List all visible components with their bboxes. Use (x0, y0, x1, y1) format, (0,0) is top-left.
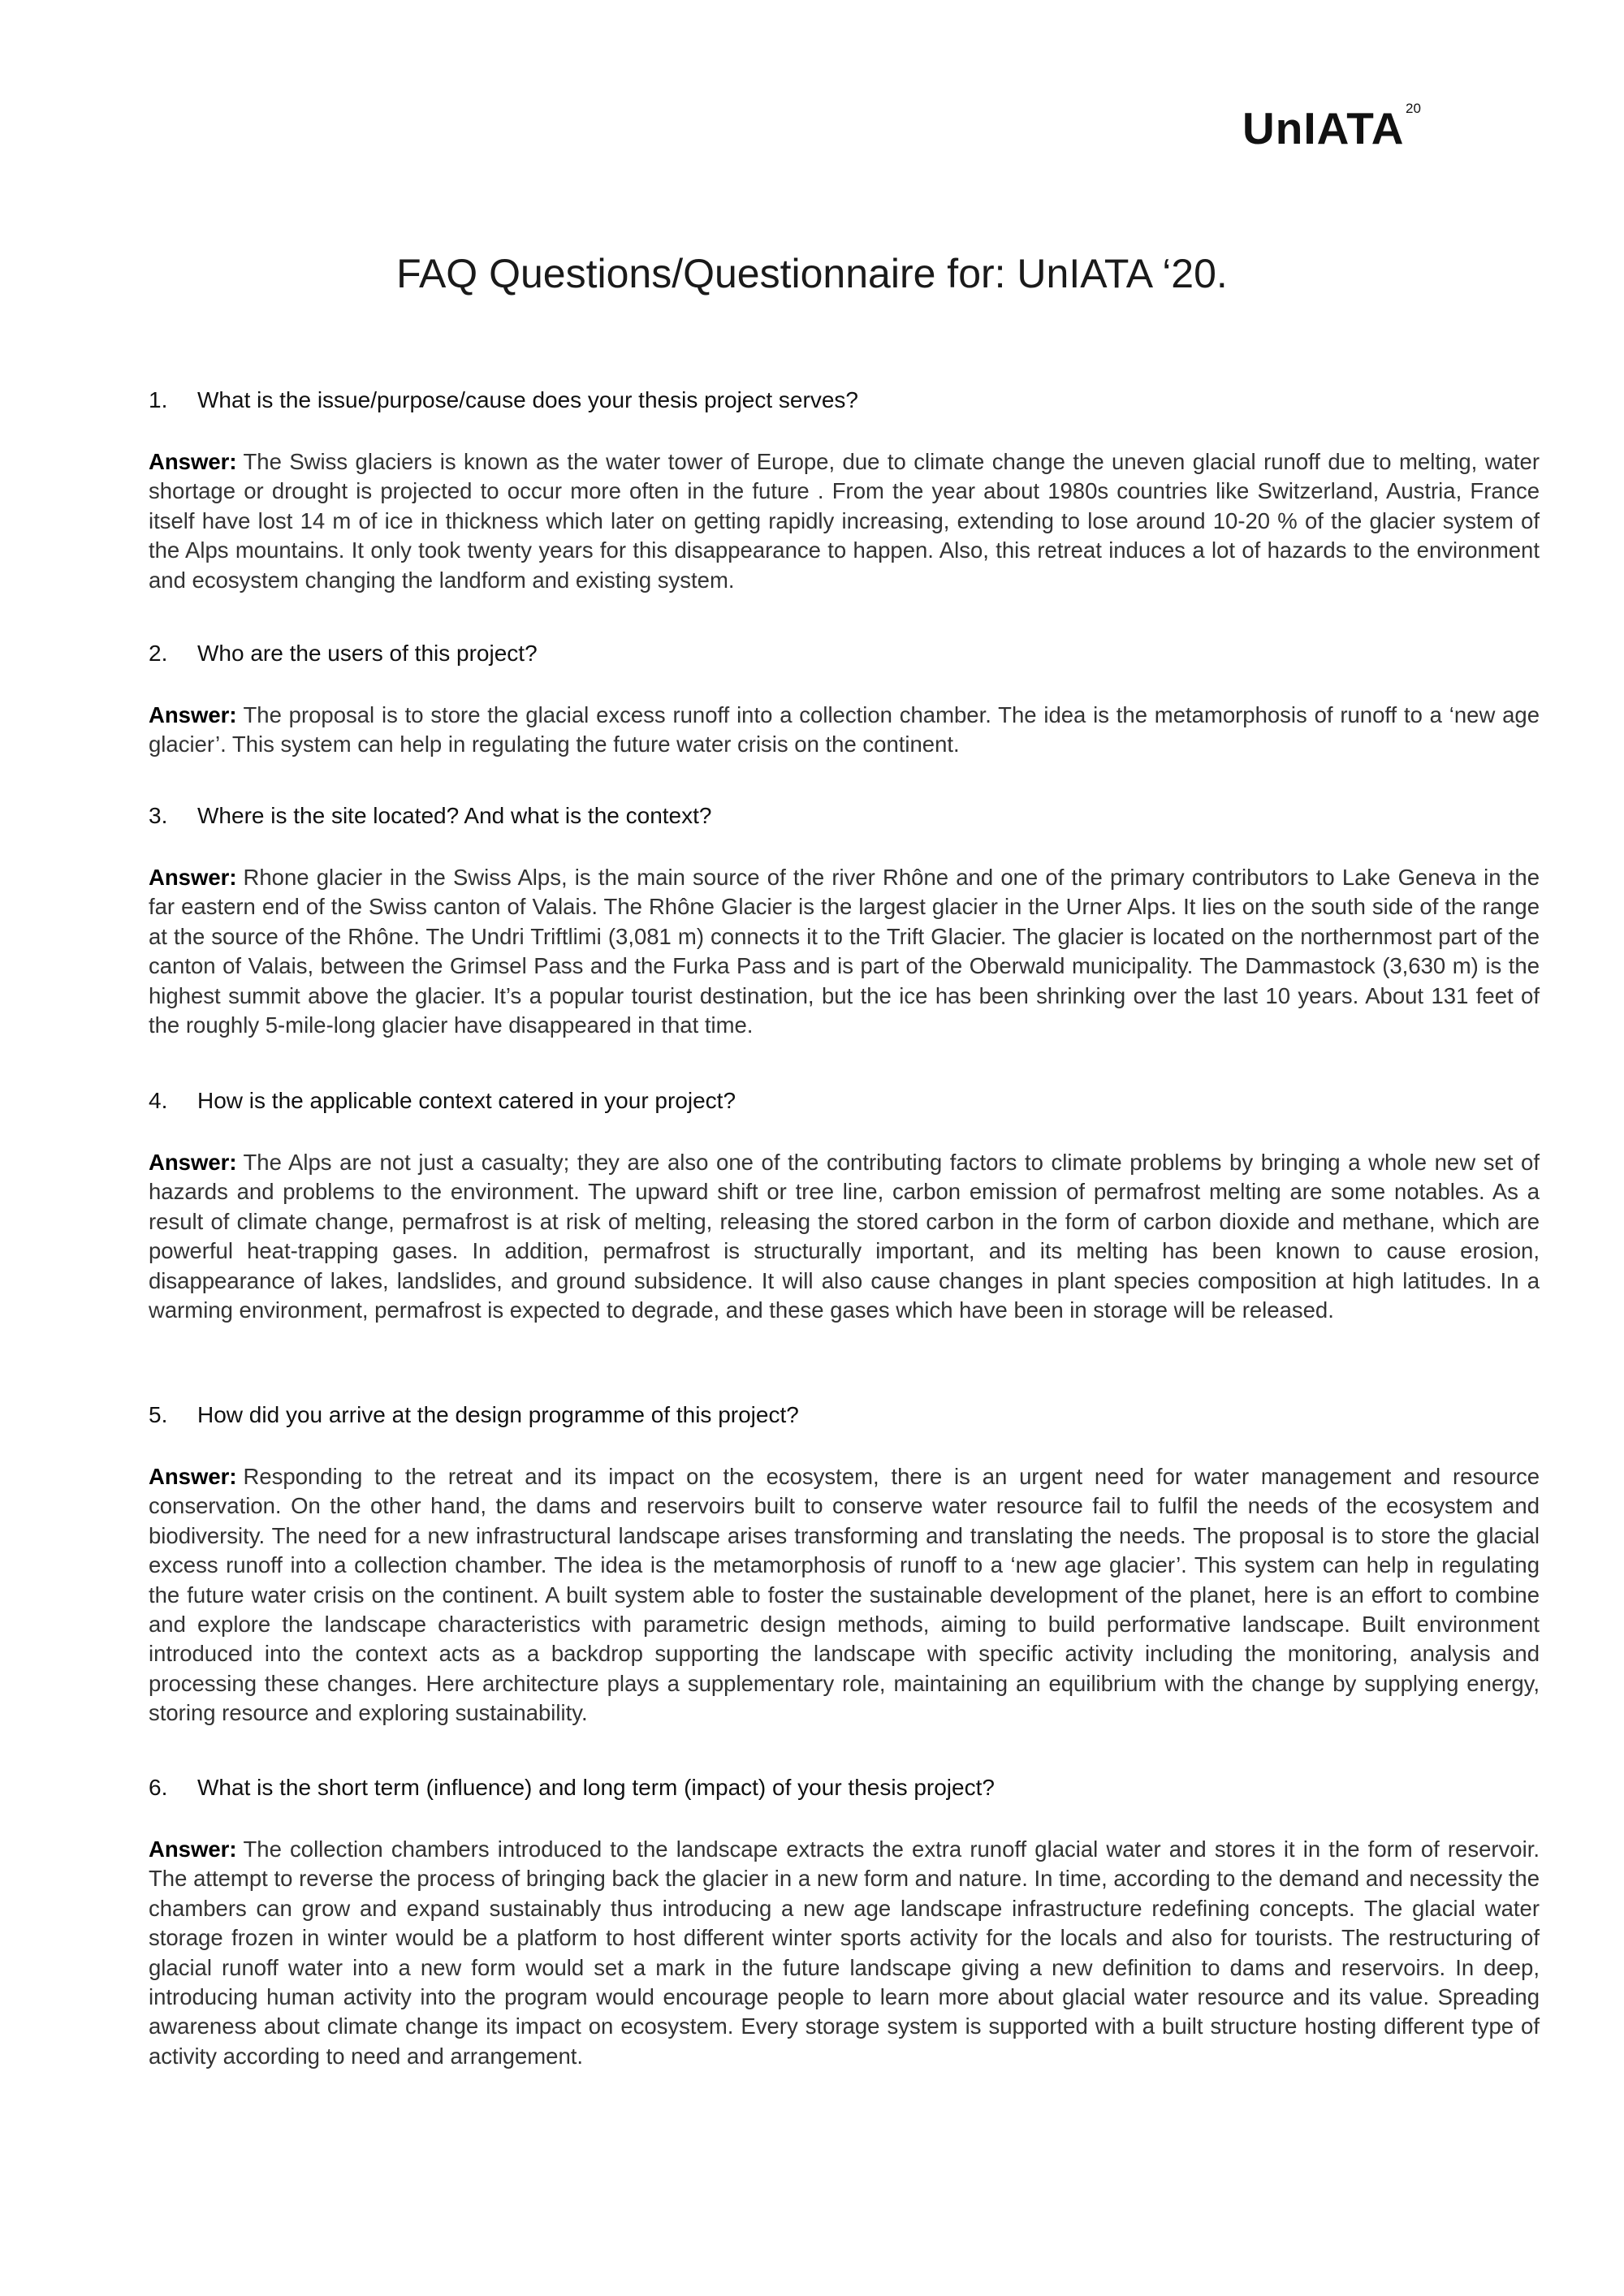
question-text: Who are the users of this project? (197, 641, 538, 666)
question-text: How is the applicable context catered in your project? (197, 1088, 736, 1113)
answer-label: Answer: (149, 865, 237, 890)
faq-question (149, 1086, 1540, 1116)
faq-answer (149, 1835, 1540, 2071)
faq-answer (149, 447, 1540, 595)
answer-text: The proposal is to store the glacial excess runoff into a collection chamber. The idea is the metamorphosis of runoff to a ‘new age glacier’. This system can help in regulating the future water crisis on the continent. (149, 702, 1540, 757)
answer-label: Answer: (149, 1464, 237, 1489)
question-text: Where is the site located? And what is the context? (197, 803, 712, 828)
question-text: What is the issue/purpose/cause does your thesis project serves? (197, 387, 858, 412)
question-text: What is the short term (influence) and long term (impact) of your thesis project? (197, 1775, 995, 1800)
document-title: FAQ Questions/Questionnaire for: UnIATA ‘20. (396, 251, 1228, 296)
question-number: 4. (149, 1088, 168, 1113)
answer-text: Rhone glacier in the Swiss Alps, is the main source of the river Rhône and one of the primary contributors to Lake Geneva in the far eastern end of the Swiss canton of Valais. The Rhône Glacier is the largest glacier in the Urner Alps. It lies on the south side of the range at the source of the Rhône. The Undri Triftlimi (3,081 m) connects it to the Trift Glacier. The glacier is located on the northernmost part of the canton of Valais, between the Grimsel Pass and the Furka Pass and is part of the Oberwald municipality. The Dammastock (3,630 m) is the highest summit above the glacier. It’s a popular tourist destination, but the ice has been shrinking over the last 10 years. About 131 feet of the roughly 5-mile-long glacier have disappeared in that time. (149, 865, 1540, 1038)
answer-label: Answer: (149, 449, 237, 474)
question-number: 6. (149, 1775, 168, 1800)
answer-label: Answer: (149, 702, 237, 727)
answer-text: The Swiss glaciers is known as the water tower of Europe, due to climate change the uneven glacial runoff due to melting, water shortage or drought is projected to occur more often in the future . From the year about 1980s countries like Switzerland, Austria, France itself have lost 14 m of ice in thickness which later on getting rapidly increasing, extending to lose around 10-20 % of the glacier system of the Alps mountains. It only took twenty years for this disappearance to happen. Also, this retreat induces a lot of hazards to the environment and ecosystem changing the landform and existing system. (149, 449, 1540, 593)
question-number: 5. (149, 1402, 168, 1427)
faq-item-6 (149, 1773, 1540, 2071)
answer-text: The collection chambers introduced to the landscape extracts the extra runoff glacial water and stores it in the form of reservoir. The attempt to reverse the process of bringing back the glacier in a new form and nature. In time, according to the demand and necessity the chambers can grow and expand sustainably thus introducing a new age landscape infrastructure redefining concepts. The glacial water storage frozen in winter would be a platform to host different winter sports activity for the locals and also for tourists. The restructuring of glacial runoff water into a new form would set a mark in the future landscape giving a new definition to dams and reservoirs. In deep, introducing human activity into the program would encourage people to learn more about glacial water resource and its value. Spreading awareness about climate change its impact on ecosystem. Every storage system is supported with a built structure hosting different type of activity according to need and arrangement. (149, 1836, 1540, 2069)
question-number: 1. (149, 387, 168, 412)
faq-item-3 (149, 801, 1540, 1040)
question-number: 3. (149, 803, 168, 828)
faq-answer (149, 1148, 1540, 1325)
faq-item-5 (149, 1400, 1540, 1728)
faq-answer (149, 863, 1540, 1040)
answer-text: The Alps are not just a casualty; they are also one of the contributing factors to climate problems by bringing a whole new set of hazards and problems to the environment. The upward shift or tree line, carbon emission of permafrost melting are some notables. As a result of climate change, permafrost is at risk of melting, releasing the stored carbon in the form of carbon dioxide and methane, which are powerful heat-trapping gases. In addition, permafrost is structurally important, and its melting has been known to cause erosion, disappearance of lakes, landslides, and ground subsidence. It will also cause changes in plant species composition at high latitudes. In a warming environment, permafrost is expected to degrade, and these gases which have been in storage will be released. (149, 1150, 1540, 1323)
answer-text: Responding to the retreat and its impact on the ecosystem, there is an urgent need for water management and resource conservation. On the other hand, the dams and reservoirs built to conserve water resource fail to fulfil the needs of the ecosystem and biodiversity. The need for a new infrastructural landscape arises transforming and translating the needs. The proposal is to store the glacial excess runoff into a collection chamber. The idea is the metamorphosis of runoff to a ‘new age glacier’. This system can help in regulating the future water crisis on the continent. A built system able to foster the sustainable development of the planet, here is an effort to combine and explore the landscape characteristics with parametric design methods, aiming to build performative landscape. Built environment introduced into the context acts as a backdrop supporting the landscape with specific activity including the monitoring, analysis and processing these changes. Here architecture plays a supplementary role, maintaining an equilibrium with the change by supplying energy, storing resource and exploring sustainability. (149, 1464, 1540, 1726)
faq-question (149, 1400, 1540, 1430)
unlata-logo (1242, 101, 1486, 169)
faq-question (149, 639, 1540, 668)
faq-question (149, 801, 1540, 831)
faq-question (149, 386, 1540, 415)
question-text: How did you arrive at the design programme of this project? (197, 1402, 799, 1427)
faq-item-2 (149, 639, 1540, 760)
faq-item-1 (149, 386, 1540, 595)
faq-question (149, 1773, 1540, 1802)
faq-item-4 (149, 1086, 1540, 1325)
faq-answer (149, 1462, 1540, 1728)
logo-text: UnIATA (1242, 103, 1405, 153)
logo-superscript: 20 (1406, 101, 1421, 116)
answer-label: Answer: (149, 1836, 237, 1862)
answer-label: Answer: (149, 1150, 237, 1175)
question-number: 2. (149, 641, 168, 666)
faq-answer (149, 701, 1540, 760)
